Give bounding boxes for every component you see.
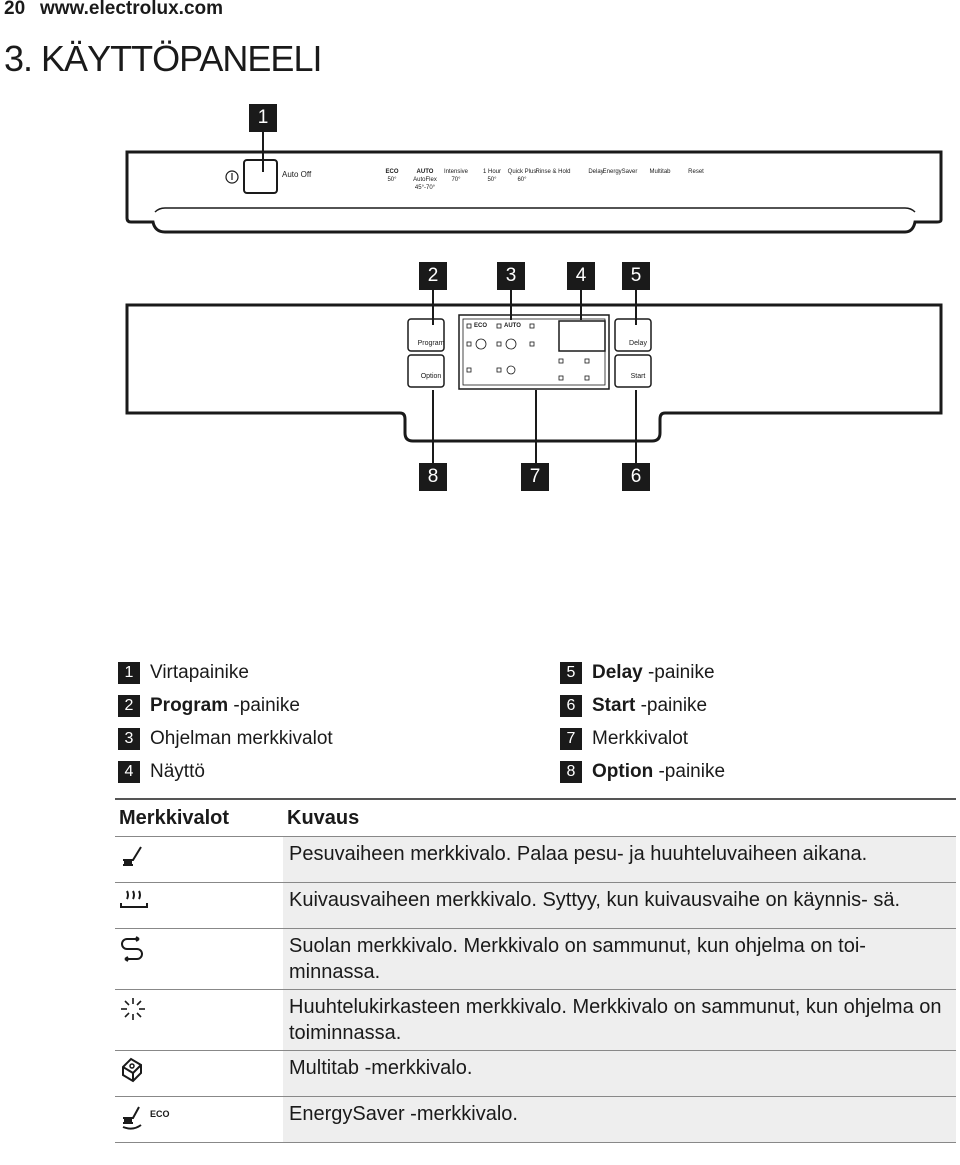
program-indicator: Intensive 70°	[443, 169, 469, 183]
page-number: 20	[4, 0, 26, 19]
legend-item: 7 Merkkivalot	[560, 728, 688, 750]
callout-3: 3	[497, 262, 525, 290]
table-header-indicators: Merkkivalot	[115, 799, 283, 837]
table-row	[115, 1097, 956, 1143]
callout-4: 4	[567, 262, 595, 290]
wash-phase-icon	[119, 841, 149, 871]
program-button[interactable]: Program	[417, 340, 445, 347]
table-header-description: Kuvaus	[283, 799, 956, 837]
section-title: 3. KÄYTTÖPANEELI	[4, 38, 322, 79]
indicator-description: Multitab -merkkivalo.	[283, 1051, 956, 1097]
indicator-description: Kuivausvaiheen merkkivalo. Syttyy, kun kuivausvaihe on käynnis- sä.	[283, 883, 956, 929]
legend-item: 1 Virtapainike	[118, 662, 249, 684]
table-row	[115, 990, 956, 1051]
indicator-description: Pesuvaiheen merkkivalo. Palaa pesu- ja huuhteluvaiheen aikana.	[283, 837, 956, 883]
legend-item: 3 Ohjelman merkkivalot	[118, 728, 333, 750]
rinse-aid-icon	[119, 994, 149, 1024]
program-indicator: ECO 50°	[385, 169, 399, 183]
indicator-icon-cell	[115, 883, 283, 929]
indicator-description: Huuhtelukirkasteen merkkivalo. Merkkivalo on sammunut, kun ohjelma on toiminnassa.	[283, 990, 956, 1051]
drying-phase-icon	[119, 887, 149, 917]
auto-indicator: AUTO	[504, 323, 521, 329]
indicator-icon-cell	[115, 990, 283, 1051]
legend-item: 6 Start -painike	[560, 695, 707, 717]
table-row	[115, 1051, 956, 1097]
eco-indicator: ECO	[474, 323, 488, 329]
table-row	[115, 929, 956, 990]
callout-5: 5	[622, 262, 650, 290]
callout-6: 6	[622, 463, 650, 491]
indicator-icon-cell	[115, 1097, 283, 1143]
control-panel-bottom	[125, 303, 943, 445]
start-button[interactable]: Start	[630, 373, 646, 380]
legend-item: 5 Delay -painike	[560, 662, 715, 684]
program-indicator: 1 Hour 50°	[482, 169, 502, 183]
program-indicator: AUTO AutoFlex 45°-70°	[413, 169, 437, 191]
callout-line	[535, 390, 537, 465]
program-indicator: Reset	[688, 169, 704, 175]
program-indicators	[380, 168, 730, 198]
option-button[interactable]: Option	[420, 373, 442, 380]
website-link[interactable]: www.electrolux.com	[40, 0, 224, 19]
program-indicator: Quick Plus 60°	[507, 169, 537, 183]
salt-icon	[119, 933, 149, 963]
table-row	[115, 883, 956, 929]
indicator-icon-cell	[115, 929, 283, 990]
energysaver-icon: ECO	[119, 1101, 170, 1131]
indicator-description: EnergySaver -merkkivalo.	[283, 1097, 956, 1143]
callout-line	[432, 390, 434, 465]
callout-1: 1	[249, 104, 277, 132]
program-indicator: EnergySaver	[602, 169, 638, 175]
multitab-icon	[119, 1055, 149, 1085]
legend-item: 8 Option -painike	[560, 761, 725, 783]
legend-item: 2 Program -painike	[118, 695, 300, 717]
indicator-table	[115, 798, 956, 1143]
program-indicator: Delay	[588, 169, 604, 175]
table-row	[115, 837, 956, 883]
delay-button[interactable]: Delay	[629, 340, 647, 347]
auto-off-label: Auto Off	[282, 170, 312, 179]
legend-item: 4 Näyttö	[118, 761, 205, 783]
indicator-icon-cell	[115, 1051, 283, 1097]
indicator-icon-cell	[115, 837, 283, 883]
callout-8: 8	[419, 463, 447, 491]
callout-line	[635, 390, 637, 465]
indicator-description: Suolan merkkivalo. Merkkivalo on sammunut, kun ohjelma on toi- minnassa.	[283, 929, 956, 990]
callout-7: 7	[521, 463, 549, 491]
program-indicator: Multitab	[649, 169, 671, 175]
program-indicator: Rinse & Hold	[535, 169, 571, 175]
callout-2: 2	[419, 262, 447, 290]
